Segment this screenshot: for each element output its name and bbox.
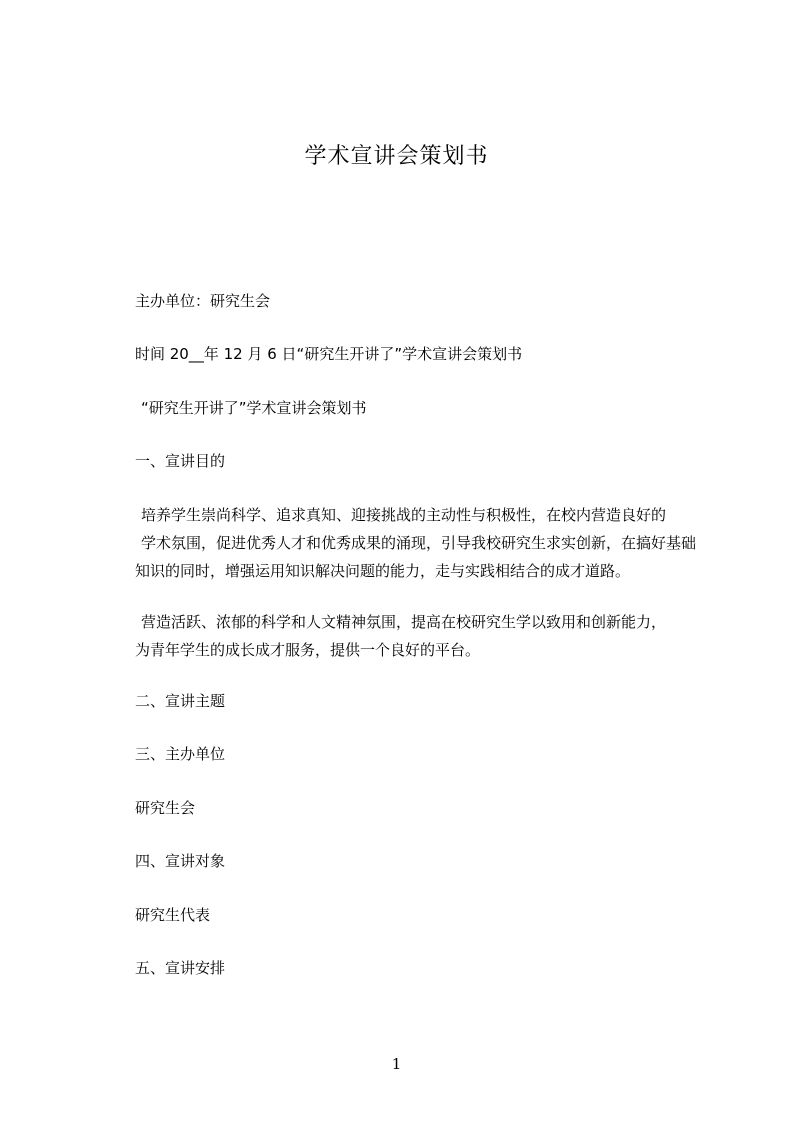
purpose-paragraph-1-line-3: 知识的同时，增强运用知识解决问题的能力，走与实践相结合的成才道路。: [135, 562, 631, 580]
time-line: 时间 20__年 12 月 6 日“研究生开讲了”学术宣讲会策划书: [135, 345, 523, 363]
document-title: 学术宣讲会策划书: [304, 144, 489, 169]
page-number: 1: [391, 1055, 402, 1073]
organizer-line: 主办单位：研究生会: [135, 292, 271, 310]
organizer-body: 研究生会: [135, 799, 196, 817]
section-heading-theme: 二、宣讲主题: [135, 692, 226, 710]
section-heading-audience: 四、宣讲对象: [135, 852, 226, 870]
purpose-paragraph-1-line-1: 培养学生崇尚科学、追求真知、迎接挑战的主动性与积极性，在校内营造良好的: [141, 506, 667, 524]
section-heading-purpose: 一、宣讲目的: [135, 452, 226, 470]
purpose-paragraph-1-line-2: 学术氛围，促进优秀人才和优秀成果的涌现，引导我校研究生求实创新，在搞好基础: [141, 534, 697, 552]
section-heading-arrangement: 五、宣讲安排: [135, 959, 226, 977]
purpose-paragraph-2-line-1: 营造活跃、浓郁的科学和人文精神氛围，提高在校研究生学以致用和创新能力，: [141, 613, 667, 631]
subtitle-line: “研究生开讲了”学术宣讲会策划书: [141, 399, 367, 417]
section-heading-organizer: 三、主办单位: [135, 745, 226, 763]
purpose-paragraph-2-line-2: 为青年学生的成长成才服务，提供一个良好的平台。: [135, 641, 481, 659]
audience-body: 研究生代表: [135, 906, 211, 924]
